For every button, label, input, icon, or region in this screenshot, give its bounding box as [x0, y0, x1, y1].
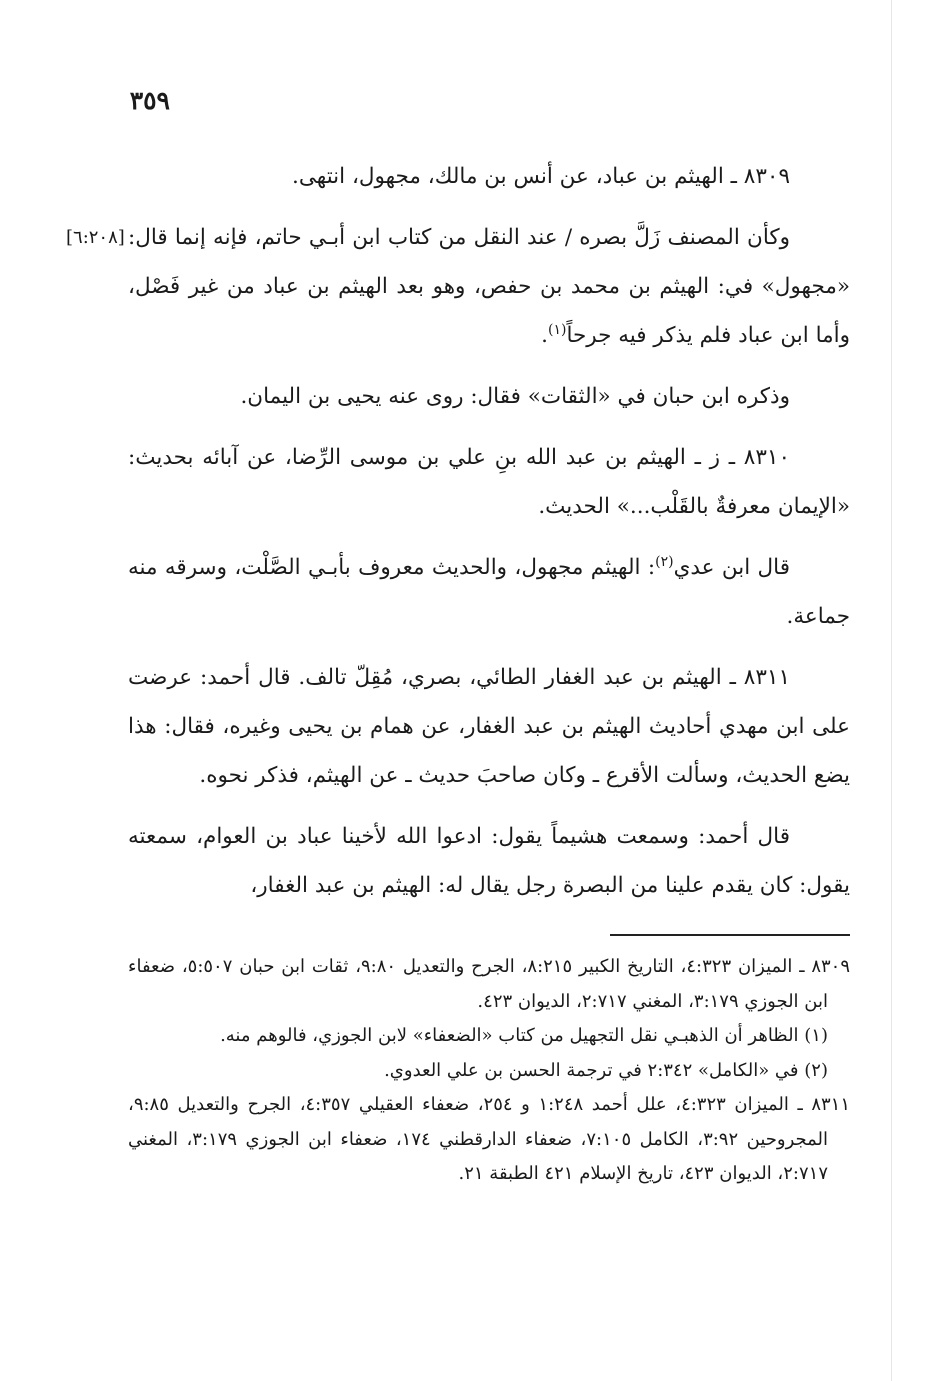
footnote-marker-1: (١)	[547, 321, 567, 338]
entry-8309: ٨٣٠٩ ـ الهيثم بن عباد، عن أنس بن مالك، مجهول، انتهى.	[292, 164, 790, 189]
paragraph-author-error-end: .	[541, 323, 548, 348]
footnote-sources-8311: ٨٣١١ ـ الميزان ٤:٣٢٣، علل أحمد ١:٢٤٨ و ٢٥٤، ضعفاء العقيلي ٤:٣٥٧، الجرح والتعديل ٩:٨٥، المجروحين ٣:٩٢، الكامل ٧:١٠٥، ضعفاء الدارقطني ١٧٤، ضعفاء ابن الجوزي ٣:١٧٩، المغني ٢:٧١٧، الديوان ٤٢٣، تاريخ الإسلام ٤٢١ الطبقة ٢١.	[128, 1094, 850, 1184]
paragraph-ibn-adi-rest: : الهيثم مجهول، والحديث معروف بأبـي الصَّلْت، وسرقه منه جماعة.	[128, 555, 850, 629]
paragraph-ibn-hibban: وذكره ابن حبان في «الثقات» فقال: روى عنه يحيى بن اليمان.	[240, 384, 790, 409]
paragraph-ibn-adi-start: قال ابن عدي	[673, 555, 790, 580]
paragraph-ibn-adi	[128, 543, 850, 641]
footnote-marker-2: (٢)	[655, 553, 674, 570]
entry-8310: ٨٣١٠ ـ ز ـ الهيثم بن عبد الله بنِ علي بن موسى الرِّضا، عن آبائه بحديث: «الإيمان معرفةٌ بالقَلْب...» الحديث.	[128, 445, 850, 519]
volume-page-reference: [٦:٢٠٨]	[66, 227, 125, 248]
page-number: ٣٥٩	[129, 86, 170, 115]
entry-8311: ٨٣١١ ـ الهيثم بن عبد الغفار الطائي، بصري، مُقِلّ تالف. قال أحمد: عرضت على ابن مهدي أحاديث الهيثم بن عبد الغفار، عن همام بن يحيى وغيره، فقال: هذا يضع الحديث، وسألت الأقرع ـ وكان صاحبَ حديث ـ عن الهيثم، فذكر نحوه.	[128, 665, 850, 788]
footnote-separator	[610, 934, 850, 936]
paragraph-ahmad: قال أحمد: وسمعت هشيماً يقول: ادعوا الله لأخينا عباد بن العوام، سمعته يقول: كان يقدم علينا من البصرة رجل يقال له: الهيثم بن عبد الغفار،	[128, 824, 850, 898]
book-page	[66, 0, 851, 1381]
footnote-sources-8309: ٨٣٠٩ ـ الميزان ٤:٣٢٣، التاريخ الكبير ٨:٢١٥، الجرح والتعديل ٩:٨٠، ثقات ابن حبان ٥:٥٠٧، ضعفاء ابن الجوزي ٣:١٧٩، المغني ٢:٧١٧، الديوان ٤٢٣.	[128, 956, 851, 1012]
paragraph-author-error-text: وكأن المصنف زَلَّ بصره / عند النقل من كتاب ابن أبـي حاتم، فإنه إنما قال: «مجهول» في: الهيثم بن محمد بن حفص، وهو بعد الهيثم بن عباد من غير فَصْل، وأما ابن عباد فلم يذكر فيه جرحاً	[128, 225, 850, 348]
footnote-2: (٢) في «الكامل» ٢:٣٤٢ في ترجمة الحسن بن علي العدوي.	[384, 1059, 828, 1081]
main-text	[66, 152, 850, 922]
footnote-1: (١) الظاهر أن الذهبـي نقل التجهيل من كتاب «الضعفاء» لابن الجوزي، فالوهم منه.	[220, 1025, 828, 1046]
footnotes	[128, 950, 850, 1192]
page-edge-line	[891, 0, 892, 1381]
paragraph-author-error	[66, 213, 850, 360]
